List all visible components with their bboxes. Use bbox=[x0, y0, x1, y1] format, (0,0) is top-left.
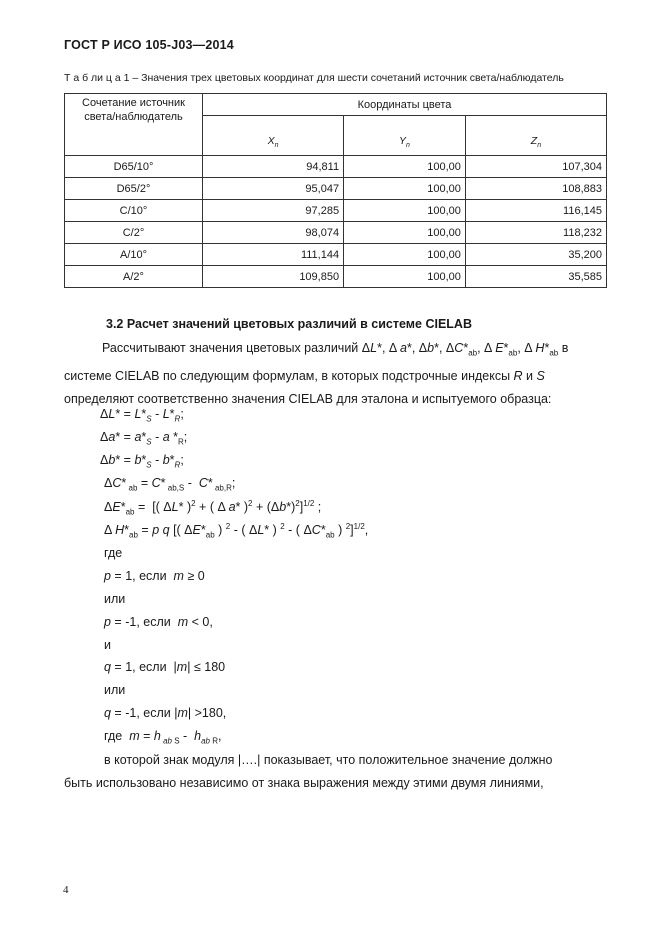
word-or-1: или bbox=[104, 592, 126, 606]
document-header: ГОСТ Р ИСО 105-J03—2014 bbox=[64, 38, 234, 52]
cell-x: 95,047 bbox=[203, 178, 344, 200]
cell-z: 107,304 bbox=[465, 156, 606, 178]
row-label: D65/10° bbox=[65, 156, 203, 178]
cell-y: 100,00 bbox=[344, 244, 466, 266]
cell-z: 108,883 bbox=[465, 178, 606, 200]
row-label: C/2° bbox=[65, 222, 203, 244]
row-label: D65/2° bbox=[65, 178, 203, 200]
intro-text-line3: определяют соответственно значения CIELAB для эталона и испытуемого образца: bbox=[64, 391, 552, 406]
cell-z: 118,232 bbox=[465, 222, 606, 244]
cell-x: 109,850 bbox=[203, 266, 344, 288]
condition-p-positive: p = 1, если m ≥ 0 bbox=[104, 569, 205, 583]
cell-y: 100,00 bbox=[344, 266, 466, 288]
conjunction: и bbox=[522, 369, 537, 383]
delta-list: ΔL*, Δ a*, Δb*, $\Delta C*_{ab}$, Δ $E*_{ab}$, Δ $H*_{ab}$ в bbox=[361, 341, 569, 358]
table-row bbox=[65, 200, 607, 222]
cell-z: 35,585 bbox=[465, 266, 606, 288]
word-or-2: или bbox=[104, 683, 126, 697]
formula-delta-c: ΔC* $_{ab}$ = C* $_{ab,S}$ - C* $_{ab,R}$; bbox=[104, 476, 236, 493]
closing-text-2: быть использовано независимо от знака выражения между этими двумя линиями, bbox=[64, 776, 544, 790]
column-header-x: $X_n$ bbox=[203, 116, 344, 156]
page-number: 4 bbox=[63, 884, 69, 896]
formula-delta-h: Δ $H*_{ab} = p$ q [( $\Delta E*_{ab}$ ) $^2$ - ( ΔL* ) $^2$ - ( $\Delta C*_{ab}$ ) $^2$]$^{1/2}$, bbox=[104, 522, 369, 540]
cell-y: 100,00 bbox=[344, 200, 466, 222]
formula-delta-a: $\Delta a* = a*_S - a$ $*_R$; bbox=[100, 430, 188, 447]
table-group-header: Координаты цвета bbox=[203, 94, 607, 116]
condition-q-negative: q = -1, если |m| >180, bbox=[104, 706, 227, 720]
condition-p-negative: p = -1, если m < 0, bbox=[104, 615, 213, 629]
intro-paragraph bbox=[64, 337, 599, 410]
cell-x: 111,144 bbox=[203, 244, 344, 266]
chromaticity-table bbox=[64, 93, 607, 288]
cell-y: 100,00 bbox=[344, 222, 466, 244]
cell-x: 97,285 bbox=[203, 200, 344, 222]
formula-delta-l: $\Delta L* = L*_S - L*_R$; bbox=[100, 407, 184, 424]
row-label: C/10° bbox=[65, 200, 203, 222]
closing-text-1: в которой знак модуля |….| показывает, что положительное значение должно bbox=[104, 753, 553, 767]
condition-q-positive: q = 1, если |m| ≤ 180 bbox=[104, 660, 226, 674]
row-label: A/10° bbox=[65, 244, 203, 266]
column-header-y: $Y_n$ bbox=[344, 116, 466, 156]
index-s: S bbox=[536, 369, 545, 383]
cell-y: 100,00 bbox=[344, 178, 466, 200]
word-and: и bbox=[104, 638, 111, 652]
index-r: R bbox=[513, 369, 523, 383]
column-header-z: $Z_n$ bbox=[465, 116, 606, 156]
table-row bbox=[65, 178, 607, 200]
word-where: где bbox=[104, 546, 123, 560]
cell-z: 116,145 bbox=[465, 200, 606, 222]
table-row bbox=[65, 244, 607, 266]
table-row bbox=[65, 266, 607, 288]
table-row bbox=[65, 222, 607, 244]
intro-text-line2: системе CIELAB по следующим формулам, в которых подстрочные индексы bbox=[64, 369, 514, 383]
definition-m: где m = h $_{ab S} - h_{ab R}$, bbox=[104, 729, 222, 746]
intro-text: Рассчитывают значения цветовых различий bbox=[102, 341, 362, 355]
row-label: A/2° bbox=[65, 266, 203, 288]
cell-z: 35,200 bbox=[465, 244, 606, 266]
section-title: 3.2 Расчет значений цветовых различий в системе CIELAB bbox=[106, 317, 472, 331]
cell-y: 100,00 bbox=[344, 156, 466, 178]
table-corner-header: Сочетание источник света/наблюдатель bbox=[65, 94, 203, 156]
cell-x: 94,811 bbox=[203, 156, 344, 178]
table-row bbox=[65, 156, 607, 178]
formula-delta-b: $\Delta b* = b*_S - b*_R$; bbox=[100, 453, 184, 470]
cell-x: 98,074 bbox=[203, 222, 344, 244]
formula-delta-e: $\Delta E*_{ab}$ = [( ΔL* )$^2$ + ( Δ a* )$^2 + (\Delta b*)^2]^{1/2}$ ; bbox=[104, 499, 322, 517]
table-caption: Т а б ли ц а 1 – Значения трех цветовых координат для шести сочетаний источник света/наблюдатель bbox=[64, 72, 564, 84]
